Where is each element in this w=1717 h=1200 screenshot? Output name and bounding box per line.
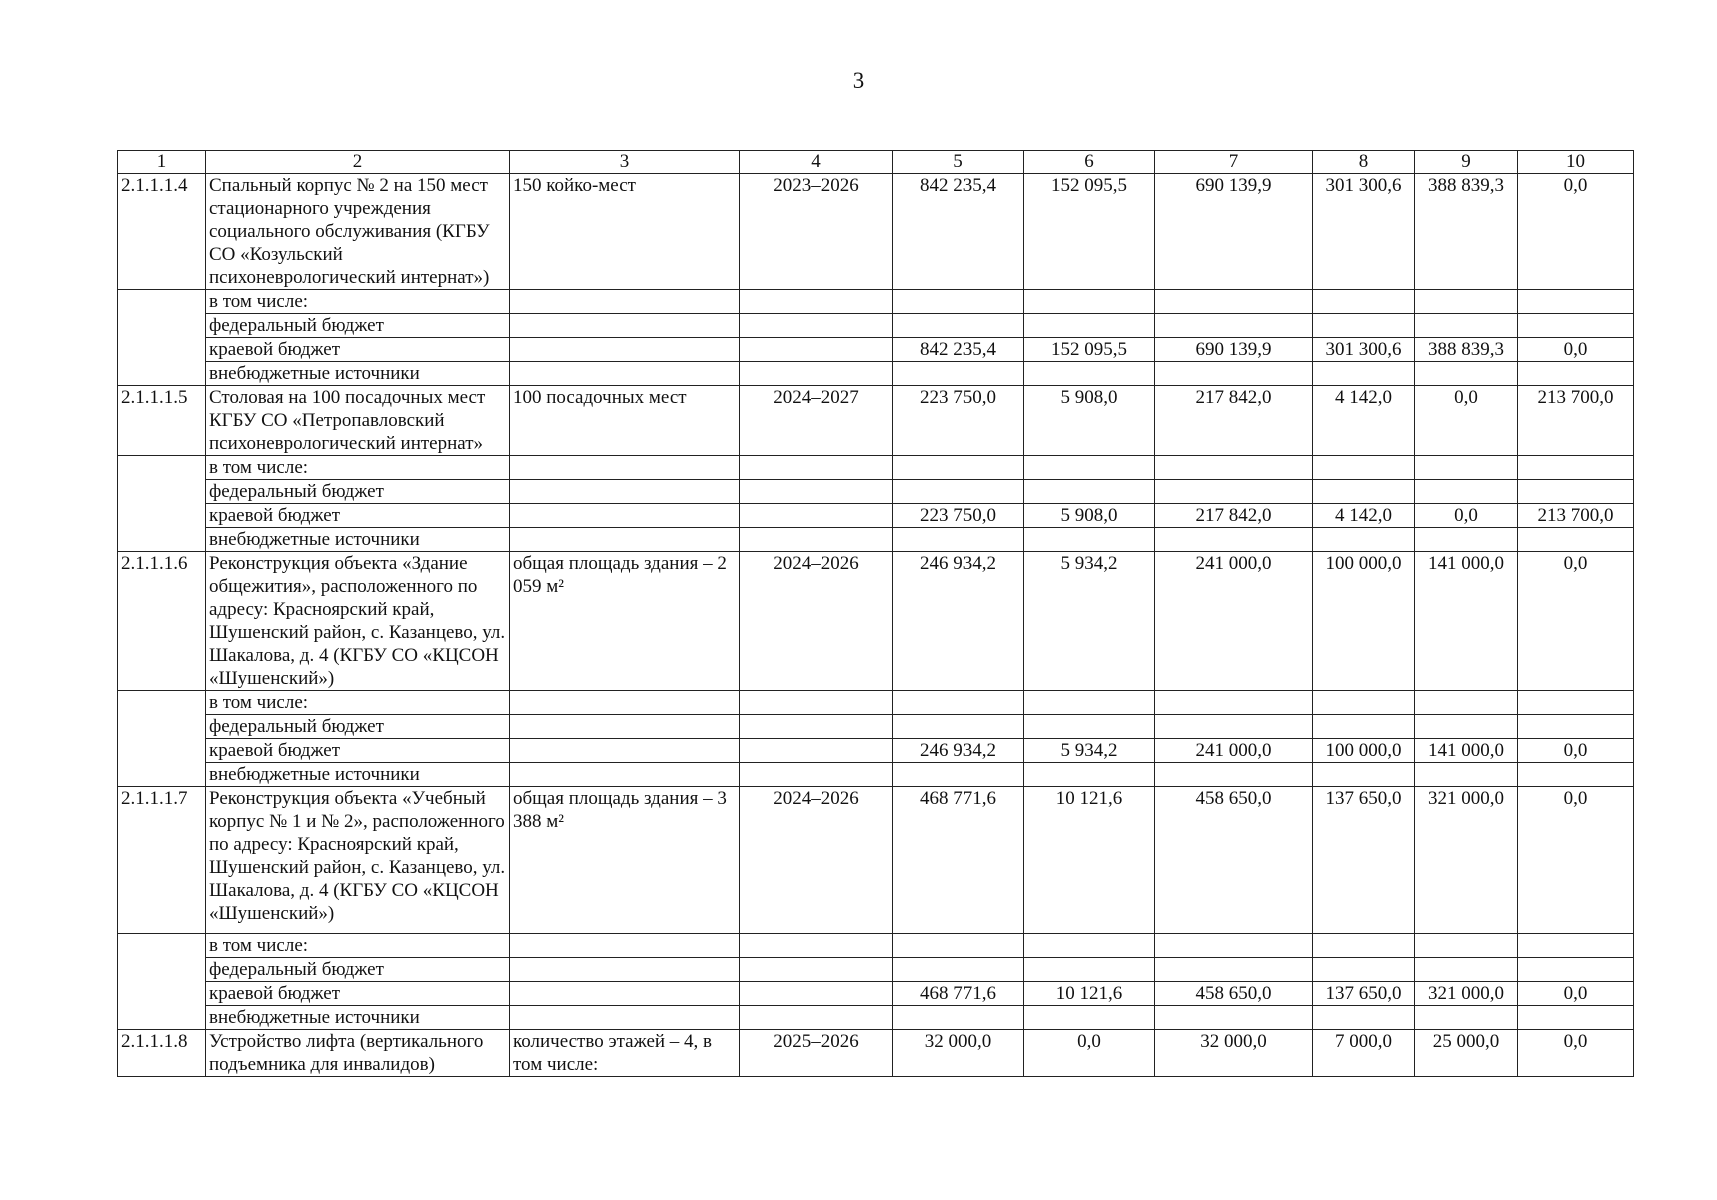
item-period: 2024–2026	[740, 787, 893, 934]
item-value: 0,0	[1518, 552, 1634, 691]
item-value: 152 095,5	[1024, 174, 1155, 290]
empty-cell	[1313, 362, 1415, 386]
empty-cell	[1024, 1006, 1155, 1030]
empty-cell	[893, 456, 1024, 480]
empty-cell	[510, 982, 740, 1006]
empty-cell	[510, 362, 740, 386]
regional-value: 0,0	[1518, 739, 1634, 763]
item-value: 223 750,0	[893, 386, 1024, 456]
empty-cell	[740, 691, 893, 715]
empty-cell	[510, 504, 740, 528]
item-value: 32 000,0	[893, 1030, 1024, 1077]
item-row	[118, 552, 1634, 691]
empty-cell	[1313, 1006, 1415, 1030]
item-number: 2.1.1.1.5	[118, 386, 206, 456]
item-name: Реконструкция объекта «Учебный корпус № 1 и № 2», расположенного по адресу: Красноярский край, Шушенский район, с. Казанцево, ул. Шакалова, д. 4 (КГБУ СО «КЦСОН «Шушенский»)	[206, 787, 510, 934]
empty-cell	[1024, 691, 1155, 715]
empty-cell	[893, 362, 1024, 386]
item-value: 100 000,0	[1313, 552, 1415, 691]
sub-row-extra	[118, 362, 1634, 386]
column-header-row	[118, 151, 1634, 174]
empty-cell	[740, 715, 893, 739]
empty-cell	[740, 504, 893, 528]
item-value: 5 908,0	[1024, 386, 1155, 456]
empty-cell	[1518, 290, 1634, 314]
item-capacity: общая площадь здания – 2 059 м²	[510, 552, 740, 691]
item-value: 388 839,3	[1415, 174, 1518, 290]
item-period: 2023–2026	[740, 174, 893, 290]
item-value: 246 934,2	[893, 552, 1024, 691]
empty-cell	[893, 480, 1024, 504]
empty-cell	[740, 362, 893, 386]
sub-row-extra	[118, 1006, 1634, 1030]
sub-row-label: федеральный бюджет	[206, 480, 510, 504]
empty-cell	[1518, 314, 1634, 338]
sub-row-label: краевой бюджет	[206, 338, 510, 362]
item-name: Столовая на 100 посадочных мест КГБУ СО «Петропавловский психоневрологический интернат»	[206, 386, 510, 456]
item-value: 0,0	[1415, 386, 1518, 456]
empty-cell	[1313, 934, 1415, 958]
regional-value: 223 750,0	[893, 504, 1024, 528]
item-number-empty	[118, 934, 206, 1030]
item-value: 10 121,6	[1024, 787, 1155, 934]
empty-cell	[510, 715, 740, 739]
empty-cell	[510, 763, 740, 787]
sub-row-regional	[118, 739, 1634, 763]
item-number: 2.1.1.1.8	[118, 1030, 206, 1077]
item-number-empty	[118, 691, 206, 787]
sub-row-label: в том числе:	[206, 934, 510, 958]
sub-row-label: в том числе:	[206, 691, 510, 715]
empty-cell	[510, 456, 740, 480]
empty-cell	[1024, 314, 1155, 338]
item-value: 0,0	[1518, 174, 1634, 290]
sub-row-label: краевой бюджет	[206, 504, 510, 528]
item-name: Спальный корпус № 2 на 150 мест стационарного учреждения социального обслуживания (КГБУ СО «Козульский психоневрологический интернат»)	[206, 174, 510, 290]
regional-value: 458 650,0	[1155, 982, 1313, 1006]
item-value: 7 000,0	[1313, 1030, 1415, 1077]
regional-value: 321 000,0	[1415, 982, 1518, 1006]
regional-value: 0,0	[1518, 338, 1634, 362]
sub-row-extra	[118, 528, 1634, 552]
regional-value: 301 300,6	[1313, 338, 1415, 362]
empty-cell	[1415, 763, 1518, 787]
column-header: 1	[118, 151, 206, 174]
item-period: 2024–2027	[740, 386, 893, 456]
empty-cell	[1024, 362, 1155, 386]
empty-cell	[1155, 934, 1313, 958]
empty-cell	[893, 934, 1024, 958]
sub-row-incl	[118, 691, 1634, 715]
item-row	[118, 1030, 1634, 1077]
sub-row-federal	[118, 715, 1634, 739]
empty-cell	[1155, 1006, 1313, 1030]
empty-cell	[740, 480, 893, 504]
empty-cell	[893, 715, 1024, 739]
page-number: 3	[852, 68, 865, 93]
regional-value: 100 000,0	[1313, 739, 1415, 763]
item-period: 2025–2026	[740, 1030, 893, 1077]
item-capacity: 150 койко-мест	[510, 174, 740, 290]
item-name: Реконструкция объекта «Здание общежития», расположенного по адресу: Красноярский край, Шушенский район, с. Казанцево, ул. Шакалова, д. 4 (КГБУ СО «КЦСОН «Шушенский»)	[206, 552, 510, 691]
sub-row-label: внебюджетные источники	[206, 1006, 510, 1030]
column-header: 4	[740, 151, 893, 174]
empty-cell	[893, 958, 1024, 982]
empty-cell	[1518, 691, 1634, 715]
empty-cell	[1415, 1006, 1518, 1030]
empty-cell	[740, 456, 893, 480]
item-value: 0,0	[1024, 1030, 1155, 1077]
empty-cell	[740, 958, 893, 982]
empty-cell	[1313, 480, 1415, 504]
empty-cell	[740, 314, 893, 338]
column-header: 3	[510, 151, 740, 174]
empty-cell	[1024, 715, 1155, 739]
empty-cell	[893, 528, 1024, 552]
regional-value: 0,0	[1415, 504, 1518, 528]
empty-cell	[1155, 763, 1313, 787]
item-value: 842 235,4	[893, 174, 1024, 290]
item-value: 141 000,0	[1415, 552, 1518, 691]
empty-cell	[1415, 362, 1518, 386]
empty-cell	[1024, 456, 1155, 480]
empty-cell	[1155, 528, 1313, 552]
empty-cell	[510, 691, 740, 715]
empty-cell	[893, 314, 1024, 338]
sub-row-label: в том числе:	[206, 456, 510, 480]
empty-cell	[1415, 958, 1518, 982]
item-number-empty	[118, 456, 206, 552]
empty-cell	[893, 290, 1024, 314]
regional-value: 152 095,5	[1024, 338, 1155, 362]
empty-cell	[1518, 715, 1634, 739]
empty-cell	[1155, 290, 1313, 314]
item-value: 241 000,0	[1155, 552, 1313, 691]
empty-cell	[1518, 958, 1634, 982]
item-period: 2024–2026	[740, 552, 893, 691]
empty-cell	[740, 739, 893, 763]
empty-cell	[1518, 480, 1634, 504]
item-value: 468 771,6	[893, 787, 1024, 934]
sub-row-label: внебюджетные источники	[206, 763, 510, 787]
empty-cell	[1415, 934, 1518, 958]
empty-cell	[1155, 314, 1313, 338]
sub-row-regional	[118, 338, 1634, 362]
empty-cell	[1313, 456, 1415, 480]
item-value: 690 139,9	[1155, 174, 1313, 290]
sub-row-extra	[118, 763, 1634, 787]
empty-cell	[1155, 958, 1313, 982]
empty-cell	[740, 982, 893, 1006]
empty-cell	[1313, 958, 1415, 982]
item-value: 213 700,0	[1518, 386, 1634, 456]
sub-row-incl	[118, 290, 1634, 314]
empty-cell	[1518, 1006, 1634, 1030]
empty-cell	[1313, 715, 1415, 739]
item-value: 137 650,0	[1313, 787, 1415, 934]
item-capacity: общая площадь здания – 3 388 м²	[510, 787, 740, 934]
empty-cell	[510, 528, 740, 552]
item-value: 0,0	[1518, 787, 1634, 934]
regional-value: 468 771,6	[893, 982, 1024, 1006]
empty-cell	[893, 1006, 1024, 1030]
empty-cell	[740, 290, 893, 314]
regional-value: 10 121,6	[1024, 982, 1155, 1006]
column-header: 10	[1518, 151, 1634, 174]
sub-row-label: краевой бюджет	[206, 739, 510, 763]
item-value: 217 842,0	[1155, 386, 1313, 456]
empty-cell	[740, 528, 893, 552]
regional-value: 388 839,3	[1415, 338, 1518, 362]
item-name: Устройство лифта (вертикального подъемника для инвалидов)	[206, 1030, 510, 1077]
empty-cell	[1415, 691, 1518, 715]
sub-row-label: краевой бюджет	[206, 982, 510, 1006]
empty-cell	[510, 480, 740, 504]
sub-row-label: федеральный бюджет	[206, 715, 510, 739]
regional-value: 690 139,9	[1155, 338, 1313, 362]
column-header: 7	[1155, 151, 1313, 174]
item-number: 2.1.1.1.7	[118, 787, 206, 934]
sub-row-incl	[118, 456, 1634, 480]
empty-cell	[510, 739, 740, 763]
empty-cell	[510, 1006, 740, 1030]
column-header: 2	[206, 151, 510, 174]
item-value: 321 000,0	[1415, 787, 1518, 934]
budget-table	[117, 150, 1634, 1077]
empty-cell	[510, 338, 740, 362]
sub-row-label: внебюджетные источники	[206, 362, 510, 386]
empty-cell	[1024, 934, 1155, 958]
item-value: 25 000,0	[1415, 1030, 1518, 1077]
empty-cell	[1415, 715, 1518, 739]
column-header: 6	[1024, 151, 1155, 174]
empty-cell	[1415, 528, 1518, 552]
item-number: 2.1.1.1.4	[118, 174, 206, 290]
empty-cell	[1518, 456, 1634, 480]
empty-cell	[1415, 456, 1518, 480]
empty-cell	[510, 314, 740, 338]
empty-cell	[740, 763, 893, 787]
item-row	[118, 787, 1634, 934]
empty-cell	[1518, 528, 1634, 552]
empty-cell	[1024, 290, 1155, 314]
empty-cell	[1518, 763, 1634, 787]
sub-row-label: федеральный бюджет	[206, 958, 510, 982]
item-value: 4 142,0	[1313, 386, 1415, 456]
empty-cell	[1155, 362, 1313, 386]
empty-cell	[1415, 480, 1518, 504]
sub-row-regional	[118, 982, 1634, 1006]
empty-cell	[740, 338, 893, 362]
empty-cell	[1024, 763, 1155, 787]
empty-cell	[1518, 934, 1634, 958]
table-body	[118, 151, 1634, 1077]
empty-cell	[1024, 528, 1155, 552]
item-number: 2.1.1.1.6	[118, 552, 206, 691]
regional-value: 842 235,4	[893, 338, 1024, 362]
sub-row-label: в том числе:	[206, 290, 510, 314]
item-value: 301 300,6	[1313, 174, 1415, 290]
empty-cell	[1313, 528, 1415, 552]
item-row	[118, 386, 1634, 456]
regional-value: 141 000,0	[1415, 739, 1518, 763]
empty-cell	[893, 763, 1024, 787]
regional-value: 217 842,0	[1155, 504, 1313, 528]
sub-row-federal	[118, 480, 1634, 504]
empty-cell	[1415, 290, 1518, 314]
sub-row-incl	[118, 934, 1634, 958]
empty-cell	[1313, 763, 1415, 787]
item-value: 458 650,0	[1155, 787, 1313, 934]
empty-cell	[510, 290, 740, 314]
empty-cell	[740, 934, 893, 958]
empty-cell	[1313, 314, 1415, 338]
item-capacity: 100 посадочных мест	[510, 386, 740, 456]
empty-cell	[1415, 314, 1518, 338]
regional-value: 0,0	[1518, 982, 1634, 1006]
regional-value: 4 142,0	[1313, 504, 1415, 528]
empty-cell	[510, 934, 740, 958]
empty-cell	[1024, 480, 1155, 504]
sub-row-label: федеральный бюджет	[206, 314, 510, 338]
item-capacity: количество этажей – 4, в том числе:	[510, 1030, 740, 1077]
empty-cell	[1155, 480, 1313, 504]
sub-row-regional	[118, 504, 1634, 528]
empty-cell	[740, 1006, 893, 1030]
regional-value: 241 000,0	[1155, 739, 1313, 763]
empty-cell	[1155, 456, 1313, 480]
regional-value: 5 908,0	[1024, 504, 1155, 528]
regional-value: 246 934,2	[893, 739, 1024, 763]
empty-cell	[1518, 362, 1634, 386]
empty-cell	[1024, 958, 1155, 982]
item-value: 0,0	[1518, 1030, 1634, 1077]
column-header: 5	[893, 151, 1024, 174]
regional-value: 213 700,0	[1518, 504, 1634, 528]
regional-value: 5 934,2	[1024, 739, 1155, 763]
sub-row-label: внебюджетные источники	[206, 528, 510, 552]
item-value: 32 000,0	[1155, 1030, 1313, 1077]
empty-cell	[893, 691, 1024, 715]
column-header: 9	[1415, 151, 1518, 174]
empty-cell	[1155, 715, 1313, 739]
sub-row-federal	[118, 958, 1634, 982]
sub-row-federal	[118, 314, 1634, 338]
column-header: 8	[1313, 151, 1415, 174]
item-row	[118, 174, 1634, 290]
empty-cell	[1155, 691, 1313, 715]
item-value: 5 934,2	[1024, 552, 1155, 691]
regional-value: 137 650,0	[1313, 982, 1415, 1006]
empty-cell	[1313, 691, 1415, 715]
empty-cell	[1313, 290, 1415, 314]
item-number-empty	[118, 290, 206, 386]
empty-cell	[510, 958, 740, 982]
